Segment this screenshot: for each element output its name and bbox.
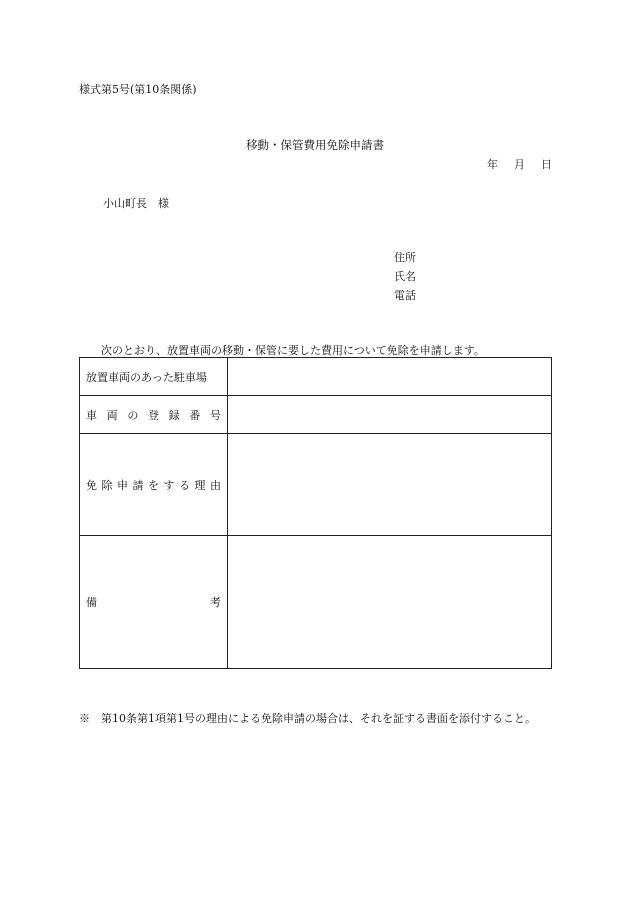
row-label-text: 備 考 [86,596,221,609]
row-label-parking-lot [80,358,228,396]
table-row [80,434,552,536]
date-day: 日 [541,158,552,171]
addressee: 小山町長 様 [103,197,169,210]
table-row [80,396,552,434]
application-table [79,357,552,669]
date-year: 年 [487,158,498,171]
row-label-registration-number [80,396,228,434]
table-row [80,536,552,669]
row-label-text: 免 除 申 請 を す る 理 由 [86,478,221,492]
phone-label: 電話 [394,289,416,302]
row-label-reason [80,434,228,536]
row-label-text: 放置車両のあった駐車場 [86,370,207,384]
row-field-reason[interactable] [228,434,552,536]
address-label: 住所 [394,251,416,264]
date-line [487,156,552,172]
form-number: 様式第5号(第10条関係) [79,83,197,96]
document-title: 移動・保管費用免除申請書 [246,138,384,152]
name-label: 氏名 [394,270,416,283]
row-label-remarks [80,536,228,669]
date-month: 月 [514,158,525,171]
row-field-remarks[interactable] [228,536,552,669]
row-label-text: 車 両 の 登 録 番 号 [86,408,221,422]
row-field-registration-number[interactable] [228,396,552,434]
footnote: ※ 第10条第1項第1号の理由による免除申請の場合は、それを証する書面を添付すること。 [79,712,536,725]
intro-text: 次のとおり、放置車両の移動・保管に要した費用について免除を申請します。 [101,344,485,357]
table-row [80,358,552,396]
row-field-parking-lot[interactable] [228,358,552,396]
